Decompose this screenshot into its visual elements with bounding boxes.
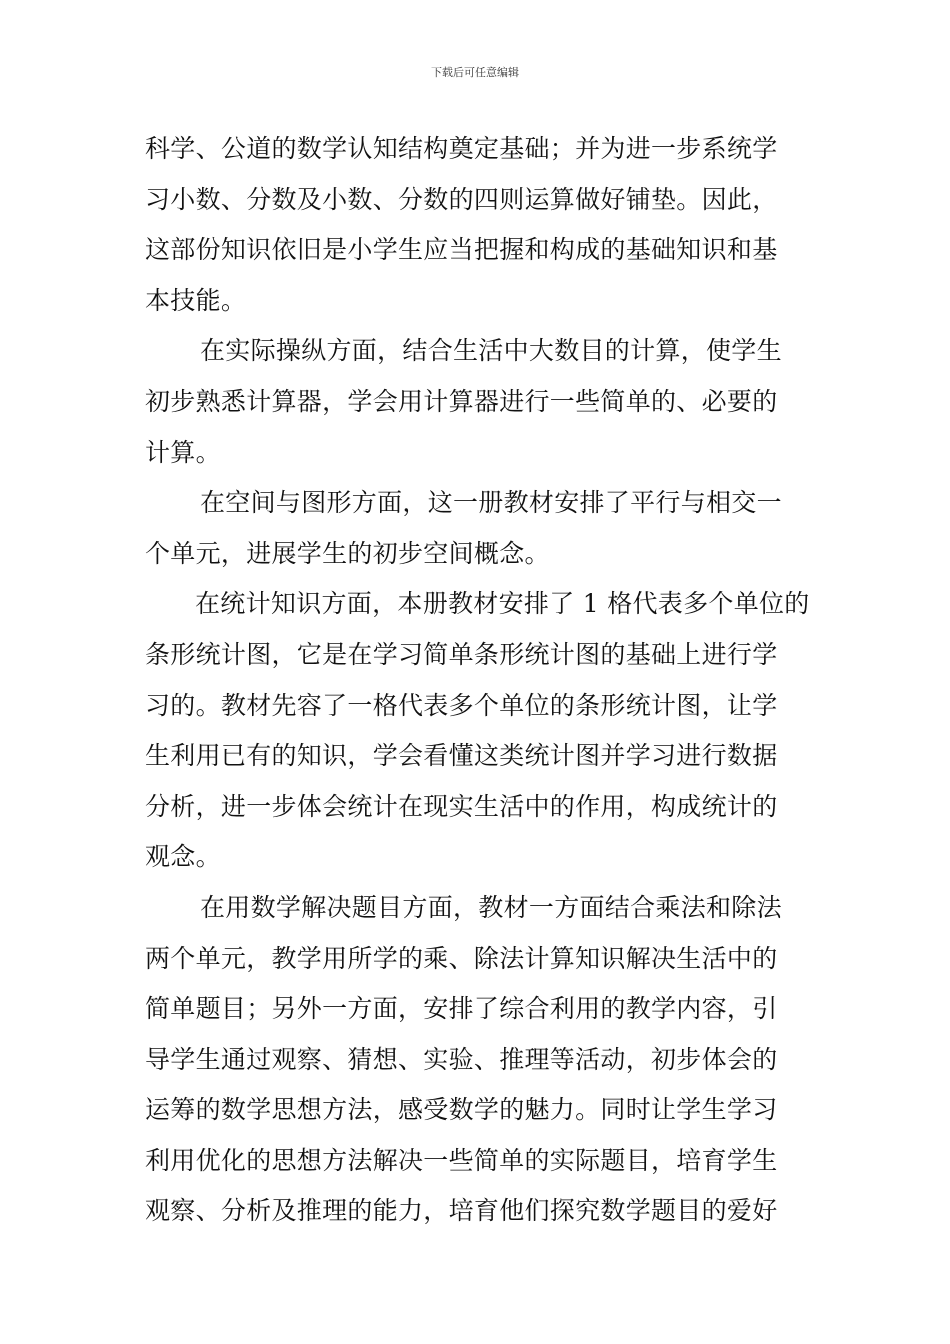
text-line: 两个单元，教学用所学的乘、除法计算知识解决生活中的 <box>145 943 778 973</box>
text-line: 个单元，进展学生的初步空间概念。 <box>145 538 550 568</box>
text-line: 初步熟悉计算器，学会用计算器进行一些简单的、必要的 <box>145 386 778 416</box>
text-line: 习小数、分数及小数、分数的四则运算做好铺垫。因此， <box>145 184 778 214</box>
text-line: 这部份知识依旧是小学生应当把握和构成的基础知识和基 <box>145 235 778 265</box>
text-line: 科学、公道的数学认知结构奠定基础；并为进一步系统学 <box>145 134 778 163</box>
text-line: 观念。 <box>145 842 221 872</box>
document-body <box>145 124 810 1237</box>
paragraph-start-line: 在用数学解决题目方面，教材一方面结合乘法和除法 <box>200 892 782 922</box>
text-line: 利用优化的思想方法解决一些简单的实际题目，培育学生 <box>145 1145 778 1175</box>
text-line: 观察、分析及推理的能力，培育他们探究数学题目的爱好 <box>145 1196 778 1226</box>
text-line: 分析，进一步体会统计在现实生活中的作用，构成统计的 <box>145 791 778 821</box>
text-line: 条形统计图，它是在学习简单条形统计图的基础上进行学 <box>145 639 778 669</box>
text-line: 生利用已有的知识，学会看懂这类统计图并学习进行数据 <box>145 741 778 771</box>
paragraph-start-line: 在空间与图形方面，这一册教材安排了平行与相交一 <box>200 488 782 518</box>
text-line: 运筹的数学思想方法，感受数学的魅力。同时让学生学习 <box>145 1095 778 1125</box>
text-line: 本技能。 <box>145 285 247 315</box>
text-line: 计算。 <box>145 437 221 467</box>
paragraph-start-line: 在统计知识方面，本册教材安排了 1 格代表多个单位的 <box>195 589 810 619</box>
page-header: 下载后可任意编辑 <box>431 66 519 79</box>
text-line: 简单题目；另外一方面，安排了综合利用的教学内容，引 <box>145 994 778 1024</box>
text-line: 习的。教材先容了一格代表多个单位的条形统计图，让学 <box>145 690 778 720</box>
paragraph-start-line: 在实际操纵方面，结合生活中大数目的计算，使学生 <box>200 336 782 366</box>
text-line: 导学生通过观察、猜想、实验、推理等活动，初步体会的 <box>145 1044 778 1074</box>
